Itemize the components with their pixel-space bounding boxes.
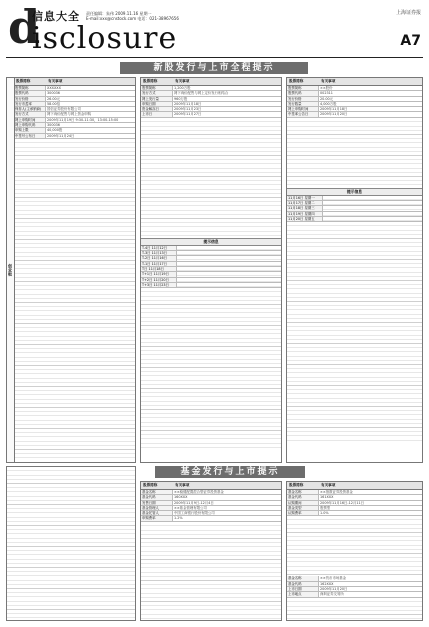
row-value: 960万股 bbox=[174, 96, 188, 101]
timeline-date: 11月19日 星期四 bbox=[287, 212, 323, 216]
ipo-table-1 bbox=[14, 86, 135, 139]
timeline-date: T-2日 11月16日 bbox=[141, 256, 177, 260]
row-value: 1,200万股 bbox=[174, 86, 191, 90]
row-key: 基金托管人 bbox=[141, 511, 173, 515]
table-header: 股票简称 有关事项 bbox=[287, 482, 422, 490]
timeline-date: T+3日 11月23日 bbox=[141, 283, 177, 287]
row-key: 基金代码 bbox=[141, 495, 173, 499]
row-key: 网上申购代码 bbox=[14, 123, 46, 127]
row-key: 股票代码 bbox=[287, 91, 319, 95]
row-key: 保荐人(主承销商) bbox=[14, 107, 46, 111]
ipo-table-2 bbox=[141, 86, 281, 118]
timeline-date: T日 11月18日 bbox=[141, 267, 177, 271]
row-value: 2009年11月18日 bbox=[320, 107, 348, 112]
page-number: A7 bbox=[400, 33, 421, 49]
masthead-rule bbox=[6, 57, 423, 58]
row-key: 发行数量 bbox=[287, 102, 319, 106]
ipo-column-2 bbox=[140, 77, 282, 463]
row-key: 基金名称 bbox=[287, 576, 319, 580]
timeline-text bbox=[323, 196, 422, 200]
row-key: 股票简称 bbox=[141, 86, 173, 90]
timeline-date: T-4日 11月12日 bbox=[141, 246, 177, 250]
row-key: 股票简称 bbox=[287, 86, 319, 90]
fund-column-2 bbox=[286, 481, 423, 621]
row-value: 1.2% bbox=[174, 516, 183, 521]
row-key: 基金代码 bbox=[287, 495, 319, 499]
row-value: ××指数证券投资基金 bbox=[320, 490, 353, 494]
timeline-text bbox=[177, 262, 281, 266]
body-text bbox=[141, 288, 281, 448]
paper-name: 上海证券报 bbox=[395, 10, 421, 16]
masthead bbox=[6, 0, 423, 56]
row-value: 国信证券股份有限公司 bbox=[47, 107, 81, 112]
timeline-date: 11月18日 星期三 bbox=[287, 206, 323, 210]
column-side-label: 创业板 bbox=[7, 78, 15, 462]
banner-ipo: 新股发行与上市全程提示 bbox=[120, 62, 308, 74]
body-text bbox=[287, 516, 422, 576]
timeline-text bbox=[177, 272, 281, 276]
row-value: 162XXX bbox=[320, 581, 334, 586]
row-key: 基金管理人 bbox=[141, 506, 173, 510]
row-key: 网上申购时间 bbox=[287, 107, 319, 111]
row-value: 2009年11月27日 bbox=[174, 112, 202, 117]
banner-fund: 基金发行与上市提示 bbox=[155, 466, 305, 478]
fund-column-1 bbox=[140, 481, 282, 621]
timeline-text bbox=[177, 246, 281, 250]
row-key: 基金名称 bbox=[141, 490, 173, 494]
row-key: 发售日期 bbox=[141, 501, 173, 505]
timeline-text bbox=[177, 251, 281, 255]
row-value: 58.00倍 bbox=[47, 101, 61, 106]
row-key: 中签号公布日 bbox=[14, 134, 46, 138]
row-value: 2009年11月18日 bbox=[174, 101, 202, 106]
body-text bbox=[141, 118, 281, 238]
timeline-text bbox=[177, 267, 281, 271]
ipo-table-3 bbox=[287, 86, 422, 118]
row-value: 26.00元 bbox=[47, 96, 61, 101]
timeline-text bbox=[177, 278, 281, 282]
timeline-date: 11月16日 星期一 bbox=[287, 196, 323, 200]
timeline-text bbox=[177, 256, 281, 260]
row-value: 2009年11月19日 9:30-11:30，13:00-15:00 bbox=[47, 117, 119, 122]
row-value: 300036 bbox=[47, 123, 60, 128]
ipo-column-1 bbox=[6, 77, 136, 463]
body-text bbox=[287, 118, 422, 188]
section-subtitle: 提示信息 bbox=[141, 238, 281, 246]
row-value: 2009年11月9日-12月4日 bbox=[174, 500, 214, 505]
row-key: 发行市盈率 bbox=[14, 102, 46, 106]
row-value: 2009年11月20日 bbox=[320, 587, 348, 592]
body-text bbox=[7, 467, 135, 621]
row-value: 300036 bbox=[47, 91, 60, 96]
row-key: 认购费率 bbox=[287, 511, 319, 515]
row-key: 申购日期 bbox=[141, 102, 173, 106]
table-header: 股票简称 有关事项 bbox=[287, 78, 422, 86]
timeline-text bbox=[323, 217, 422, 221]
row-key: 基金代码 bbox=[287, 582, 319, 586]
timeline-date: 11月17日 星期二 bbox=[287, 201, 323, 205]
row-value: 中国工商银行股份有限公司 bbox=[174, 511, 215, 516]
row-key: 中签率公告日 bbox=[287, 112, 319, 116]
timeline-date: 11月20日 星期五 bbox=[287, 217, 323, 221]
row-key: 网上申购时间 bbox=[14, 118, 46, 122]
timeline-date: T+1日 11月19日 bbox=[141, 272, 177, 276]
timeline-list bbox=[287, 196, 422, 222]
row-key: 申购费率 bbox=[141, 516, 173, 520]
section-title-cn: 信息大全 bbox=[32, 10, 80, 23]
fund-table-2 bbox=[287, 490, 422, 516]
row-value: 股票型 bbox=[320, 505, 331, 510]
row-key: 上市日期 bbox=[287, 587, 319, 591]
row-value: 160XXX bbox=[174, 495, 188, 500]
row-value: 网下询价配售与网上资金申购 bbox=[47, 112, 92, 117]
row-key: 申购上限 bbox=[14, 128, 46, 132]
body-text bbox=[141, 522, 281, 621]
body-text bbox=[287, 598, 422, 621]
row-value: 2009年11月16日-12月11日 bbox=[320, 500, 365, 505]
row-value: 002311 bbox=[320, 91, 333, 96]
timeline-date: T+2日 11月20日 bbox=[141, 278, 177, 282]
row-value: 20.00元 bbox=[320, 96, 334, 101]
row-value: 2009年11月20日 bbox=[320, 112, 348, 117]
editor-line: 责任编辑：朱伟 2009.11.16 星期一 bbox=[86, 11, 152, 16]
body-text bbox=[287, 222, 422, 442]
row-key: 发行方式 bbox=[141, 91, 173, 95]
row-value: ××股份 bbox=[320, 86, 333, 90]
row-key: 基金名称 bbox=[287, 490, 319, 494]
row-key: 股票代码 bbox=[14, 91, 46, 95]
section-title-en: isclosure bbox=[32, 21, 178, 56]
row-value: 1.0% bbox=[320, 511, 329, 516]
row-value: ××稳健配置混合型证券投资基金 bbox=[174, 490, 224, 494]
row-value: 网下询价配售与网上定价发行相结合 bbox=[174, 91, 229, 96]
contact-line: E-mail:xxx@cnstock.com 电话：021-38967656 bbox=[86, 16, 179, 21]
row-key: 发行价格 bbox=[14, 97, 46, 101]
table-header: 股票简称 有关事项 bbox=[14, 78, 135, 86]
body-text bbox=[14, 139, 135, 459]
row-value: XXXXXX bbox=[47, 86, 61, 90]
ipo-column-1-continued bbox=[6, 466, 136, 621]
row-value: ××基金管理有限公司 bbox=[174, 505, 207, 510]
row-key: 发行方式 bbox=[14, 112, 46, 116]
table-header: 股票简称 有关事项 bbox=[141, 482, 281, 490]
row-value: 161XXX bbox=[320, 495, 334, 500]
row-value: 4,000万股 bbox=[320, 101, 337, 106]
row-value: 2009年11月24日 bbox=[47, 133, 75, 138]
table-header: 股票简称 有关事项 bbox=[141, 78, 281, 86]
row-value: 2009年11月23日 bbox=[174, 107, 202, 112]
row-value: 40,000股 bbox=[47, 128, 63, 133]
row-key: 认购期间 bbox=[287, 501, 319, 505]
logo-letter: d bbox=[8, 0, 41, 54]
timeline-date: T-1日 11月17日 bbox=[141, 262, 177, 266]
row-key: 上市地点 bbox=[287, 592, 319, 596]
timeline-text bbox=[177, 283, 281, 287]
fund-table-3 bbox=[287, 576, 422, 597]
row-key: 上市日 bbox=[141, 112, 173, 116]
section-subtitle: 提示信息 bbox=[287, 188, 422, 196]
row-key: 网上发行量 bbox=[141, 97, 173, 101]
row-key: 基金类型 bbox=[287, 506, 319, 510]
timeline-text bbox=[323, 206, 422, 210]
row-key: 发行价格 bbox=[287, 97, 319, 101]
row-key: 资金解冻日 bbox=[141, 107, 173, 111]
timeline-text bbox=[323, 201, 422, 205]
timeline-text bbox=[323, 212, 422, 216]
fund-table-1 bbox=[141, 490, 281, 522]
row-value: ××货币市场基金 bbox=[320, 576, 347, 581]
ipo-column-3 bbox=[286, 77, 423, 463]
row-key: 股票简称 bbox=[14, 86, 46, 90]
timeline-date: T-3日 11月13日 bbox=[141, 251, 177, 255]
row-value: 深圳证券交易所 bbox=[320, 592, 344, 597]
timeline-list bbox=[141, 246, 281, 288]
